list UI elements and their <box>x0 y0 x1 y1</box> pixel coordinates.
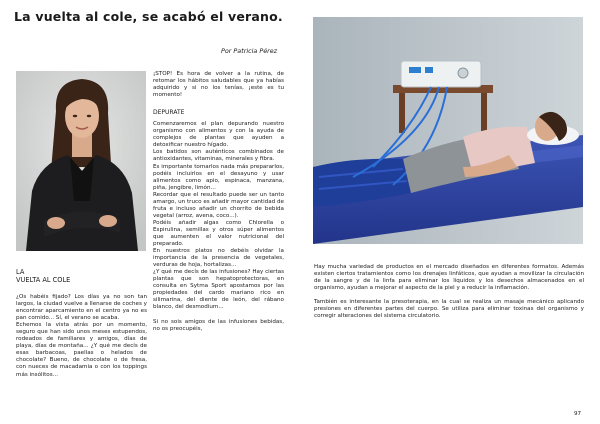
paragraph: Comenzaremos el plan depurando nuestro organismo con alimentos y con la ayuda de complejos de plantas que ayuden a detoxificar nuestro hígado. <box>153 121 284 149</box>
portrait-photo <box>16 71 146 251</box>
sidebar-heading <box>16 268 70 284</box>
paragraph: Los batidos son auténticos combinados de antioxidantes, vitaminas, minerales y fibra. <box>153 149 284 163</box>
treatment-illustration <box>313 17 583 244</box>
section-heading: DEPURATE <box>153 109 185 117</box>
paragraph: En nuestros platos no debéis olvidar la importancia de la presencia de vegetales, verduras de hoja, hortalizas... <box>153 248 284 269</box>
sidebar-text <box>16 294 147 379</box>
column-two <box>153 71 284 333</box>
paragraph: ¿Y qué me decís de las infusiones? Hay ciertas plantas que son hepatoprotectoras, en consulta en Sytma Sport apostamos por las propiedades del cardo mariano rico en silimarina, del diente de león, del rábano blanco, del desmodium... <box>153 269 284 311</box>
paragraph: Recordar que el resultado puede ser un tanto amargo, un truco es añadir mayor cantidad de fruta e incluso añadir un chorrito de bebida vegetal (arroz, avena, coco...). <box>153 191 284 219</box>
paragraph: Es importante tomarlos nada más prepararlos, podéis incluirlos en el desayuno y usar alimentos como apio, espinaca, manzana, piña, jengibre, limón... <box>153 163 284 191</box>
intro-paragraph: ¡STOP! Es hora de volver a la rutina, de retomar los hábitos saludables que ya habías adquirido y si no los tenías, ¡este es tu momento! <box>153 71 284 99</box>
paragraph: Echemos la vista atrás por un momento, seguro que han sido unos meses estupendos, rodeados de familiares y amigos, días de playa, días de montaña... ¿Y qué me decís de esas barbacoas, paellas o helados de chocolate? Bueno, de chocolate o de fresa, con nueces de macadamia o con los toppings más insólitos... <box>16 322 147 378</box>
page-number: 97 <box>574 411 582 417</box>
treatment-photo <box>313 17 583 244</box>
paragraph: ¿Os habéis fijado? Los días ya no son tan largos, la ciudad vuelve a llenarse de coches y encontrar aparcamiento en el centro ya no es pan comido... Sí, el verano se acaba. <box>16 294 147 322</box>
article-byline: Por Patricia Pérez <box>221 47 278 55</box>
article-title: La vuelta al cole, se acabó el verano. <box>14 9 283 24</box>
paragraph: Si no sois amigos de las infusiones bebidas, no os preocupéis, <box>153 318 284 332</box>
column-three <box>314 264 584 320</box>
sidebar-heading-line2: VUELTA AL COLE <box>16 276 71 284</box>
sidebar-heading-line1: LA <box>16 268 25 276</box>
paragraph: Hay mucha variedad de productos en el mercado diseñados en diferentes formatos. Además existen ciertos tratamientos como los drenajes linfáticos, que ayudan a movilizar la circulación de la sangre y de la linfa para eliminar los líquidos y los desechos almacenados en el organismo, ayudan a mejorar el aspecto de la piel y a reducir la inflamación. <box>314 264 584 292</box>
paragraph: Podéis añadir algas como Chlorella o Espirulina, semillas y otros súper alimentos que aumenten el valor nutricional del preparado. <box>153 219 284 248</box>
portrait-illustration <box>16 71 146 251</box>
paragraph: También es interesante la presoterapia, en la cual se realiza un masaje mecánico aplicando presiones en diferentes partes del cuerpo. Se utiliza para eliminar toxinas del organismo y corregir alteraciones del sistema circulatorio. <box>314 299 584 320</box>
